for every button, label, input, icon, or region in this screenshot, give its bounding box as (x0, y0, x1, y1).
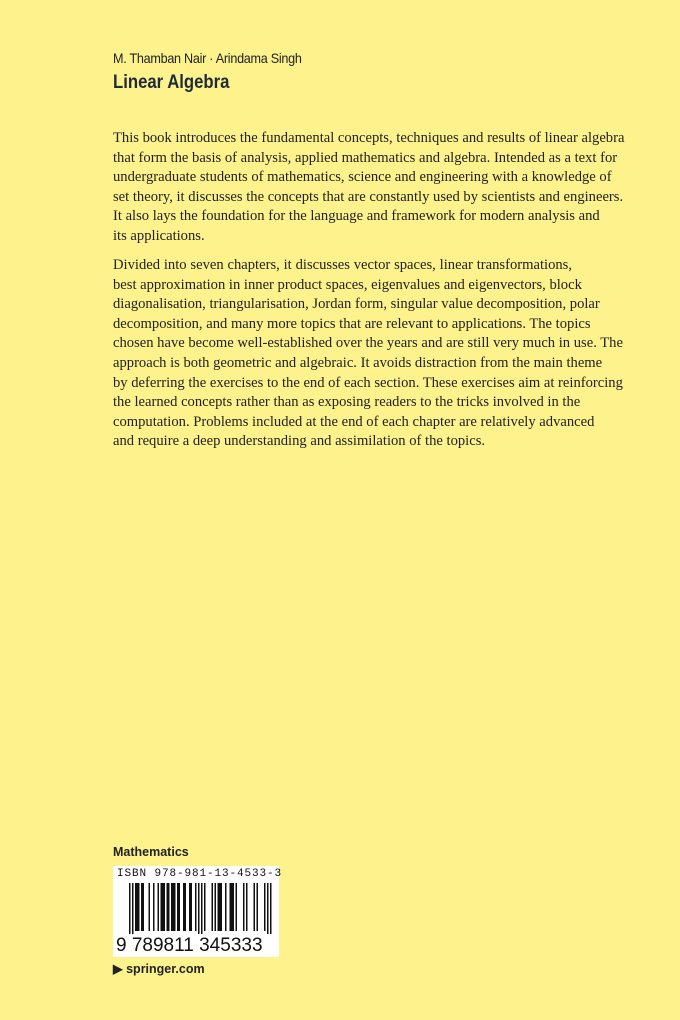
text-line: best approximation in inner product spaces, eigenvalues and eigenvectors, block (113, 276, 582, 293)
barcode-bar (246, 883, 248, 931)
barcode-bar (132, 883, 134, 934)
text-line: its applications. (113, 227, 205, 244)
barcode-bar (183, 883, 185, 931)
text-line: It also lays the foundation for the language and framework for modern analysis and (113, 208, 600, 225)
isbn-barcode (113, 866, 283, 957)
barcode-bar (270, 883, 272, 934)
barcode-bar (129, 883, 131, 934)
text-line: and require a deep understanding and assimilation of the topics. (113, 433, 486, 450)
barcode-bar (198, 883, 200, 934)
barcode-bar (233, 883, 235, 931)
barcode-bar (236, 883, 238, 931)
barcode-bar (243, 883, 245, 931)
barcode-bar (189, 883, 191, 931)
barcode-bar (164, 883, 166, 931)
text-line: the learned concepts rather than as exposing readers to the tricks involved in the (113, 394, 581, 411)
barcode-bar (137, 883, 139, 931)
text-line: diagonalisation, triangularisation, Jordan form, singular value decomposition, polar (113, 296, 600, 313)
barcode-bar (161, 883, 163, 931)
barcode-bar (141, 883, 143, 931)
text-line: undergraduate students of mathematics, science and engineering with a knowledge of (113, 169, 612, 186)
barcode-bar (212, 883, 214, 931)
description-paragraph-1 (113, 129, 625, 247)
barcode-bar (230, 883, 232, 931)
barcode-bar (195, 883, 197, 931)
barcode-bar (167, 883, 169, 931)
barcode-bar (264, 883, 266, 931)
barcode-digits: 9 789811 345333 (116, 935, 263, 956)
triangle-right-icon: ▶ (113, 962, 123, 976)
barcode-bar (254, 883, 256, 931)
barcode-bar (135, 883, 137, 931)
text-line: set theory, it discusses the concepts that are constantly used by scientists and engineers. (113, 188, 624, 205)
isbn-label: ISBN 978-981-13-4533-3 (117, 868, 283, 880)
text-line: computation. Problems included at the end of each chapter are relatively advanced (113, 413, 595, 430)
text-line: approach is both geometric and algebraic. It avoids distraction from the main theme (113, 354, 603, 371)
barcode-bar (257, 883, 259, 931)
text-line: Divided into seven chapters, it discusses vector spaces, linear transformations, (113, 257, 572, 273)
website-label: springer.com (126, 962, 205, 976)
authors: M. Thamban Nair · Arindama Singh (113, 50, 302, 66)
website-link[interactable] (113, 962, 205, 977)
barcode-bar (215, 883, 217, 931)
barcode-bar (191, 883, 193, 931)
barcode-bar (138, 883, 140, 931)
barcode-bar (231, 883, 233, 931)
barcode-bar (177, 883, 179, 931)
barcode-bar (219, 883, 221, 931)
text-line: This book introduces the fundamental concepts, techniques and results of linear algebra (113, 130, 625, 146)
barcode-bar (168, 883, 170, 931)
barcode-bar (174, 883, 176, 931)
barcode-bar (201, 883, 203, 934)
barcode-bar (162, 883, 164, 931)
barcode-bar (171, 883, 173, 931)
text-line: by deferring the exercises to the end of each section. These exercises aim at reinforcing (113, 374, 623, 391)
text-line: decomposition, and many more topics that are relevant to applications. The topics (113, 315, 591, 332)
barcode-bar (173, 883, 175, 931)
description-paragraph-2 (113, 256, 623, 452)
barcode-bar (221, 883, 223, 931)
text-line: chosen have become well-established over the years and are still very much in use. The (113, 335, 623, 352)
barcode-bar (218, 883, 220, 931)
barcode-bar (153, 883, 155, 931)
barcode-bar (158, 883, 160, 931)
barcode-bar (267, 883, 269, 934)
book-title: Linear Algebra (113, 72, 230, 93)
barcode-bar (149, 883, 151, 931)
barcode-bar (225, 883, 227, 931)
barcode-bar (143, 883, 145, 931)
text-line: that form the basis of analysis, applied mathematics and algebra. Intended as a text for (113, 149, 618, 166)
subject-category: Mathematics (113, 845, 189, 859)
barcode-bar (179, 883, 181, 931)
barcode-bar (185, 883, 187, 931)
barcode-bar (204, 883, 206, 931)
